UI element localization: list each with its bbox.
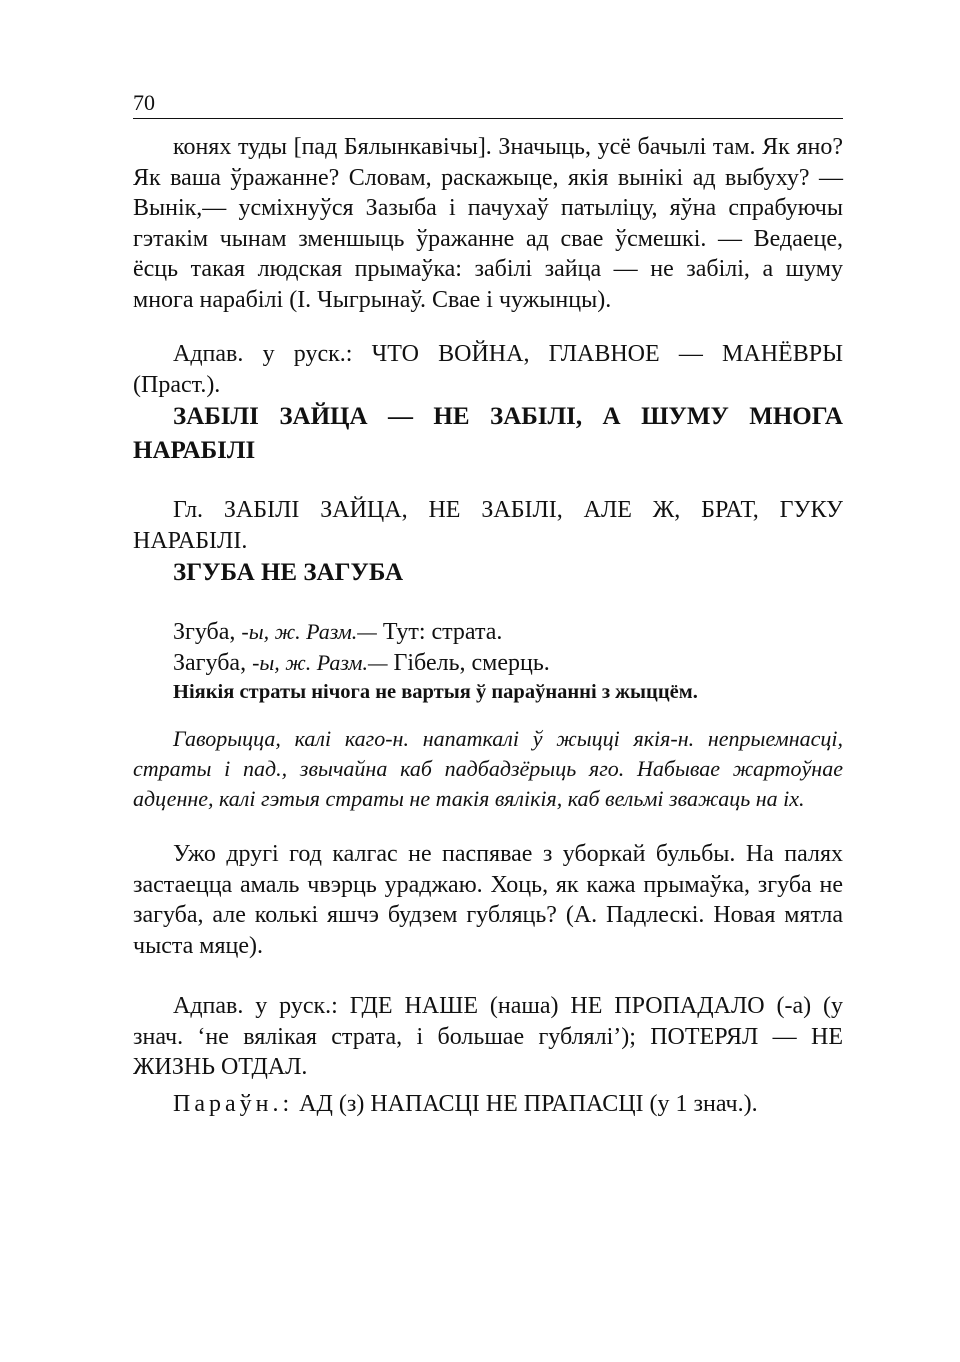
definition-meaning: Гібель, смерць. <box>393 649 550 676</box>
definition-grammar: -ы, ж. Разм.— <box>252 649 388 675</box>
definition-line <box>133 617 843 648</box>
dictionary-page <box>133 88 843 1119</box>
russian-equivalent: Адпав. у руск.: ЧТО ВОЙНА, ГЛАВНОЕ — МАНЁВРЫ (Праст.). <box>133 341 843 398</box>
definition-word: Загуба, <box>173 649 247 676</box>
definition-meaning: Тут: страта. <box>382 619 503 645</box>
citation-quote: коняx туды [пад Бялынкавічы]. Значыць, усё бачылі там. Як яно? Як ваша ўражанне? Словам, раскажыце, якія вынікі ад выбуху? — Вынік,— усміхнуўся Зазыба і пачухаў патыліцу, яўна спрабуючы гэтакім чынам зменшыць ўражанне ад свае ўсмешкі. — Ведаеце, ёсць такая людская прымаўка: забілі зайца — не забілі, а шуму многа нарабілі (І. Чыгрынаў. Свае і чужынцы). <box>133 134 843 313</box>
entry-headword: ЗГУБА НЕ ЗАГУБА <box>173 559 404 586</box>
parallel-text: АД (з) НАПАСЦІ НЕ ПРАПАСЦІ (у 1 знач.). <box>299 1090 758 1117</box>
usage-comment: Гаворыцца, калі каго-н. напаткалі ў жыцці якія-н. непрыемнасці, страты і пад., звычайна каб падбадзёрыць яго. Набывае жартоўнае адценне, калі гэтыя страты не такія вялікія, каб вельмі зважаць на іх. <box>133 726 843 811</box>
parallel-reference <box>133 1089 843 1120</box>
page-number: 70 <box>133 90 155 115</box>
russian-equivalent: Адпав. у руск.: ГДЕ НАШЕ (наша) НЕ ПРОПАДАЛО (-а) (у знач. ‘не вялікая страта, і большае гублялі’); ПОТЕРЯЛ — НЕ ЖИЗНЬ ОТДАЛ. <box>133 993 843 1080</box>
entry-gloss: Ніякія страты нічога не вартыя ў параўнанні з жыццём. <box>173 681 698 703</box>
entry-headword: ЗАБІЛІ ЗАЙЦА — НЕ ЗАБІЛІ, А ШУМУ МНОГА НАРАБІЛІ <box>133 403 843 464</box>
definition-line <box>133 648 843 679</box>
parallel-label: Параўн.: <box>173 1090 294 1117</box>
usage-example: Ужо другі год калгас не паспявае з уборкай бульбы. На палях застаецца амаль чвэрць ураджаю. Хоць, як кажа прымаўка, згуба не загуба, але колькі яшчэ будзем губляць? (А. Падлескі. Новая мятла чыста мяце). <box>133 841 843 959</box>
definition-word: Згуба, <box>173 619 236 645</box>
page-header <box>133 88 843 119</box>
definitions <box>133 617 843 678</box>
cross-reference: Гл. ЗАБІЛІ ЗАЙЦА, НЕ ЗАБІЛІ, АЛЕ Ж, БРАТ, ГУКУ НАРАБІЛІ. <box>133 497 843 554</box>
definition-grammar: -ы, ж. Разм.— <box>241 619 377 644</box>
